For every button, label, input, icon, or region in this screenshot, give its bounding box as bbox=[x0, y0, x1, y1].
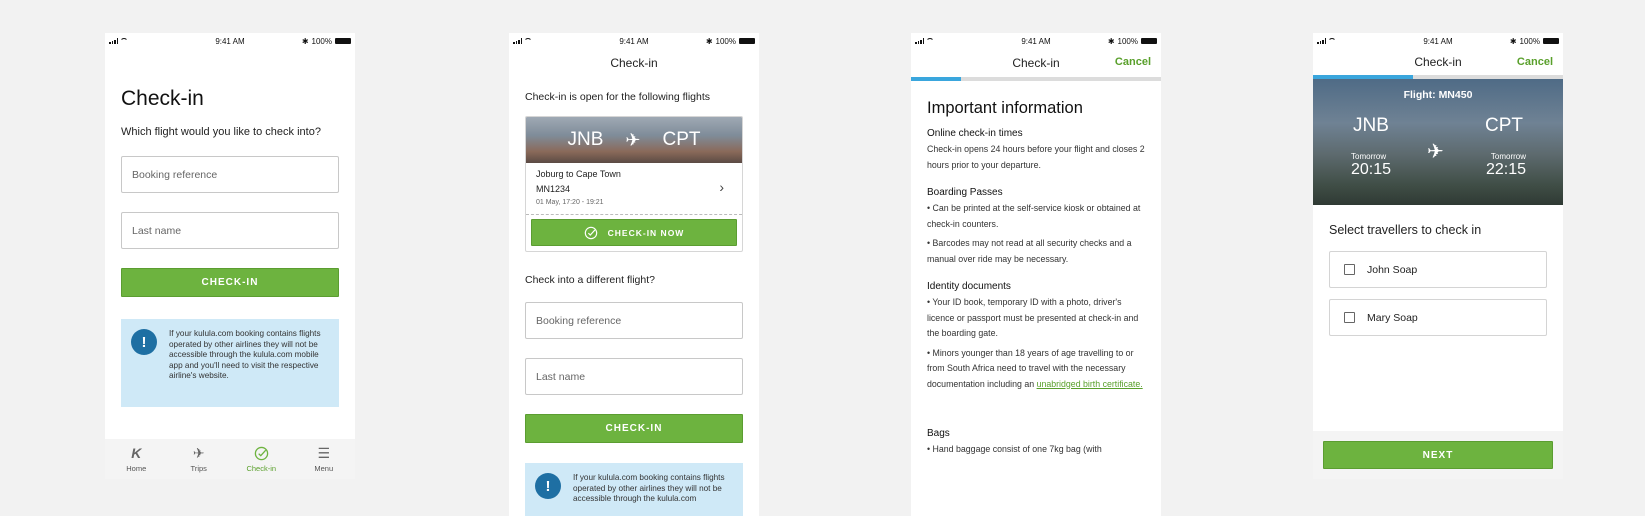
wifi-icon bbox=[1328, 38, 1336, 44]
last-name-input[interactable]: Last name bbox=[525, 358, 743, 395]
battery-icon bbox=[1141, 38, 1157, 44]
section-title: Boarding Passes bbox=[927, 187, 1003, 198]
status-time: 9:41 AM bbox=[215, 36, 245, 46]
status-time: 9:41 AM bbox=[1423, 36, 1453, 46]
bluetooth-icon: ✱ bbox=[1509, 36, 1517, 46]
footer bbox=[1313, 431, 1563, 479]
nav-title: Check-in bbox=[1012, 56, 1060, 70]
battery-icon bbox=[335, 38, 351, 44]
last-name-input[interactable]: Last name bbox=[121, 212, 339, 249]
status-bar bbox=[509, 33, 759, 49]
flight-hero bbox=[1313, 79, 1563, 205]
kulula-logo-icon: K bbox=[131, 445, 142, 461]
tab-home[interactable] bbox=[111, 445, 161, 473]
next-button[interactable]: NEXT bbox=[1323, 441, 1553, 469]
hamburger-menu-icon: ☰ bbox=[317, 444, 331, 461]
page-title: Check-in bbox=[121, 87, 204, 110]
battery-percent: 100% bbox=[311, 36, 332, 46]
section-text: • Hand baggage consist of one 7kg bag (with bbox=[927, 444, 1102, 454]
tab-label: Menu bbox=[314, 464, 334, 473]
arrival-day: Tomorrow bbox=[1490, 152, 1526, 161]
check-in-button[interactable]: CHECK-IN bbox=[525, 414, 743, 443]
check-in-button[interactable]: CHECK-IN bbox=[121, 268, 339, 297]
wifi-icon bbox=[524, 38, 532, 44]
info-box bbox=[525, 463, 743, 516]
battery-percent: 100% bbox=[1519, 36, 1540, 46]
screen-check-in-search bbox=[105, 33, 355, 479]
chevron-right-icon: › bbox=[719, 179, 724, 195]
nav-title: Check-in bbox=[610, 56, 658, 70]
section-text: • Your ID book, temporary ID with a photo, driver's licence or passport must be presented at check-in and the boarding gate. bbox=[927, 297, 1139, 338]
tab-label: Trips bbox=[190, 464, 207, 473]
traveller-checkbox-john[interactable] bbox=[1329, 251, 1547, 288]
signal-icon bbox=[513, 38, 522, 44]
section-title: Bags bbox=[927, 428, 950, 439]
battery-icon bbox=[739, 38, 755, 44]
progress-bar bbox=[911, 77, 1161, 81]
section-text: • Barcodes may not read at all security checks and a manual over ride may be necessary. bbox=[927, 238, 1132, 264]
departure-time: 20:15 bbox=[1351, 161, 1392, 178]
origin-code: JNB bbox=[1353, 115, 1389, 136]
status-time: 9:41 AM bbox=[1021, 36, 1051, 46]
info-text: If your kulula.com booking contains flights operated by other airlines they will not be accessible through the kulula.com mobile app and you'll need to visit the respective airline's website. bbox=[169, 329, 321, 380]
checkbox-icon bbox=[1344, 312, 1355, 323]
bluetooth-icon: ✱ bbox=[301, 36, 309, 46]
check-in-now-label: CHECK-IN NOW bbox=[607, 227, 685, 238]
exclamation-icon: ! bbox=[535, 473, 561, 499]
nav-title: Check-in bbox=[1414, 55, 1462, 69]
bluetooth-icon: ✱ bbox=[1107, 36, 1115, 46]
battery-icon bbox=[1543, 38, 1559, 44]
section-title: Online check-in times bbox=[927, 128, 1023, 139]
minors-text-body: • Minors younger than 18 years of age travelling to or from South Africa need to travel with the necessary documentation including an bbox=[927, 347, 1134, 389]
section-text: Check-in opens 24 hours before your flight and closes 2 hours prior to your departure. bbox=[927, 144, 1145, 170]
different-flight-text: Check into a different flight? bbox=[525, 274, 655, 286]
plane-icon: ✈ bbox=[192, 444, 205, 461]
arrival-time: 22:15 bbox=[1485, 161, 1526, 178]
battery-percent: 100% bbox=[1117, 36, 1138, 46]
origin-code: JNB bbox=[567, 129, 604, 150]
destination-code: CPT bbox=[1485, 115, 1523, 136]
tab-trips[interactable] bbox=[174, 445, 224, 473]
open-flights-text: Check-in is open for the following flights bbox=[525, 91, 711, 103]
section-title: Identity documents bbox=[927, 281, 1011, 292]
destination-code: CPT bbox=[662, 129, 701, 150]
exclamation-icon: ! bbox=[131, 329, 157, 355]
screen-select-travellers bbox=[1313, 33, 1563, 479]
status-time: 9:41 AM bbox=[619, 36, 649, 46]
nav-bar bbox=[911, 49, 1161, 77]
flight-label: Flight: MN450 bbox=[1403, 89, 1473, 101]
wifi-icon bbox=[926, 38, 934, 44]
flight-route: Joburg to Cape Town bbox=[536, 169, 621, 179]
checkbox-icon bbox=[1344, 264, 1355, 275]
status-bar bbox=[911, 33, 1161, 49]
battery-percent: 100% bbox=[715, 36, 736, 46]
check-in-now-button[interactable] bbox=[531, 219, 737, 246]
signal-icon bbox=[109, 38, 118, 44]
tab-menu[interactable] bbox=[299, 445, 349, 473]
nav-bar bbox=[1313, 49, 1563, 75]
bluetooth-icon: ✱ bbox=[705, 36, 713, 46]
select-travellers-heading: Select travellers to check in bbox=[1329, 223, 1482, 237]
departure-day: Tomorrow bbox=[1351, 152, 1387, 161]
wifi-icon bbox=[120, 38, 128, 44]
question-text: Which flight would you like to check into? bbox=[121, 126, 321, 138]
info-text: If your kulula.com booking contains flights operated by other airlines they will not be accessible through the kulula.com bbox=[573, 473, 725, 503]
minors-text bbox=[927, 346, 1145, 393]
flight-date-time: 01 May, 17:20 - 19:21 bbox=[536, 199, 604, 206]
traveller-name: John Soap bbox=[1367, 263, 1418, 276]
cancel-button[interactable]: Cancel bbox=[1516, 56, 1553, 68]
tab-check-in[interactable] bbox=[236, 445, 286, 473]
info-heading: Important information bbox=[927, 99, 1083, 117]
flight-banner bbox=[526, 117, 742, 163]
tab-label: Home bbox=[126, 464, 147, 473]
flight-number: MN1234 bbox=[536, 184, 571, 194]
status-bar bbox=[1313, 33, 1563, 49]
booking-reference-input[interactable]: Booking reference bbox=[121, 156, 339, 193]
tab-label: Check-in bbox=[246, 464, 277, 473]
progress-fill bbox=[911, 77, 961, 81]
section-text: • Can be printed at the self-service kiosk or obtained at check-in counters. bbox=[927, 203, 1141, 229]
booking-reference-input[interactable]: Booking reference bbox=[525, 302, 743, 339]
info-box bbox=[121, 319, 339, 407]
flight-card[interactable] bbox=[525, 116, 743, 252]
check-circle-icon bbox=[254, 445, 269, 461]
status-bar bbox=[105, 33, 355, 49]
screen-check-in-open-flights bbox=[509, 33, 759, 516]
signal-icon bbox=[1317, 38, 1326, 44]
traveller-name: Mary Soap bbox=[1367, 311, 1418, 324]
plane-icon: ✈ bbox=[1427, 141, 1444, 163]
check-circle-icon bbox=[584, 226, 598, 240]
nav-bar bbox=[509, 49, 759, 77]
tab-bar bbox=[105, 439, 355, 479]
screen-important-information bbox=[911, 33, 1161, 516]
traveller-checkbox-mary[interactable] bbox=[1329, 299, 1547, 336]
cancel-button[interactable]: Cancel bbox=[1114, 56, 1151, 68]
birth-certificate-link[interactable]: unabridged birth certificate. bbox=[1036, 378, 1143, 389]
signal-icon bbox=[915, 38, 924, 44]
plane-icon: ✈ bbox=[625, 129, 641, 150]
